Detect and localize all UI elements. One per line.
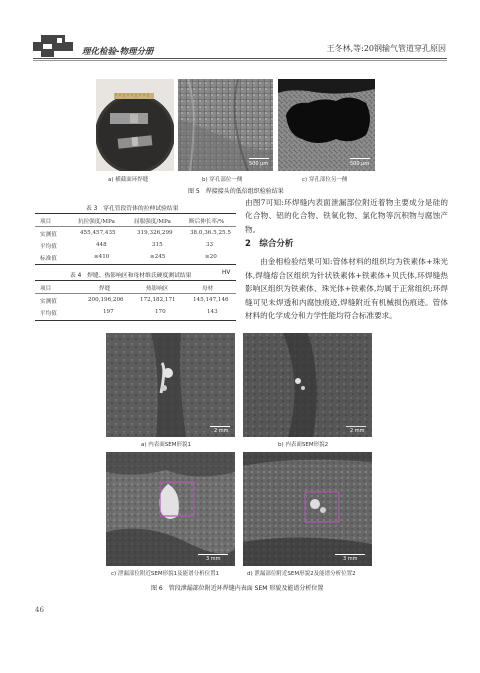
table4-header-haz: 热影响区 <box>146 286 169 292</box>
figure6-caption: 图 6 管段泄漏部位附近环焊缝内表面 SEM 形貌及能谱分析位置 <box>151 585 324 592</box>
figure6-subcaption-a: a) 内表面SEM形貌1 <box>141 442 191 448</box>
page-number: 46 <box>35 606 44 614</box>
table3-title: 表 3 穿孔管段管体的拉伸试验结果 <box>86 206 179 212</box>
table4-cell: 172,182,171 <box>140 297 176 303</box>
running-header-authors: 王冬林,等:20钢输气管道穿孔原因 <box>326 44 446 53</box>
table3-cell: 319,326,299 <box>137 230 173 236</box>
table3-cell: 455,457,435 <box>80 230 116 236</box>
table3-cell: 38.0,36.5,25.5 <box>190 230 231 236</box>
figure6-photo-b <box>243 333 372 437</box>
figure6-scale-d: 3 mm <box>343 556 358 562</box>
table3-cell: ≥410 <box>94 254 110 260</box>
table3-cell: 315 <box>152 242 163 248</box>
table3-header-item: 项目 <box>40 219 52 225</box>
header-rule <box>33 58 447 59</box>
paragraph-analysis: 由金相检验结果可知:管体材料的组织均为铁素体+珠光体,焊缝熔合区组织为针状铁素体+铁素体+贝氏体,环焊缝热影响区组织为铁素体、珠光体+铁素体,均属于正常组织;环焊缝可见未焊透和内腐蚀痕迹,焊缝附近有机械损伤痕迹。管体材料的化学成分和力学性能均符合标准要求。 <box>245 257 448 321</box>
journal-title: 理化检验-物理分册 <box>82 47 154 57</box>
table3-header-rule <box>35 226 236 227</box>
table3-header-elongation: 断后伸长率/% <box>189 219 225 225</box>
table4-cell: 145,147,146 <box>193 297 229 303</box>
table3-cell: ≥245 <box>150 254 166 260</box>
table4-unit: HV <box>222 270 231 276</box>
table3-header-yield: 屈服强度/MPa <box>134 219 171 225</box>
figure6-scale-c: 3 mm <box>206 556 221 562</box>
table3-row-label: 实测值 <box>40 232 57 238</box>
figure5-photo-c <box>278 79 375 171</box>
header-rule-thin <box>33 60 447 61</box>
figure6-subcaption-d: d) 泄漏部位附近SEM形貌2及能谱分析位置2 <box>247 571 356 577</box>
paragraph-deposits: 由图7可知:环焊缝内表面泄漏部位附近着物主要成分是硅的化合物、铝的化合物、铁氧化物、氯化物等沉积物与腐蚀产物。 <box>245 198 448 234</box>
table3-header-tensile: 抗拉强度/MPa <box>78 219 115 225</box>
table4-header-rule <box>35 293 236 294</box>
figure5-photo-a <box>96 79 174 171</box>
table3-cell: 448 <box>96 242 107 248</box>
table4-cell: 200,196,206 <box>88 297 124 303</box>
table4-row-label: 平均值 <box>40 311 57 317</box>
table4-cell: 170 <box>155 309 166 315</box>
figure5-subcaption-c: c) 穿孔部位另一侧 <box>302 177 348 183</box>
table4-header-base: 母材 <box>202 286 214 292</box>
table4-header-item: 项目 <box>40 286 52 292</box>
table4-cell: 197 <box>103 309 114 315</box>
table3-top-rule <box>35 213 236 214</box>
table4-title: 表 4 焊缝、热影响区和母材维氏硬度测试结果 <box>70 273 192 279</box>
figure6-photo-c <box>106 452 235 566</box>
figure5-photo-b <box>178 79 273 171</box>
table4-bottom-rule <box>35 320 236 321</box>
table3-row-label: 平均值 <box>40 244 57 250</box>
table3-cell: 33 <box>206 242 214 248</box>
figure5-scale-b: 500 μm <box>249 161 269 167</box>
figure5-subcaption-a: a) 横截面环焊缝 <box>108 177 149 183</box>
figure6-photo-d <box>243 452 372 566</box>
table3-cell: ≥20 <box>205 254 217 260</box>
section-heading: 2 综合分析 <box>245 239 294 249</box>
figure6-scale-b: 2 mm <box>350 428 365 434</box>
figure5-caption: 图 5 焊接接头的低倍组织检验结果 <box>188 188 284 195</box>
figure6-scale-a: 2 mm <box>214 428 229 434</box>
table4-cell: 143 <box>207 309 218 315</box>
table3-row-label: 标准值 <box>40 256 57 262</box>
figure6-photo-a <box>106 333 235 437</box>
journal-logo <box>33 33 73 59</box>
figure6-subcaption-b: b) 内表面SEM形貌2 <box>278 442 329 448</box>
figure6-subcaption-c: c) 泄漏部位附近SEM形貌1及能谱分析位置1 <box>111 571 220 577</box>
table4-row-label: 实测值 <box>40 299 57 305</box>
table3-bottom-rule <box>35 264 236 265</box>
figure5-subcaption-b: b) 穿孔部位一侧 <box>202 177 243 183</box>
figure5-scale-c: 500 μm <box>350 161 370 167</box>
table4-top-rule <box>35 280 236 281</box>
table4-header-weld: 焊缝 <box>99 286 111 292</box>
